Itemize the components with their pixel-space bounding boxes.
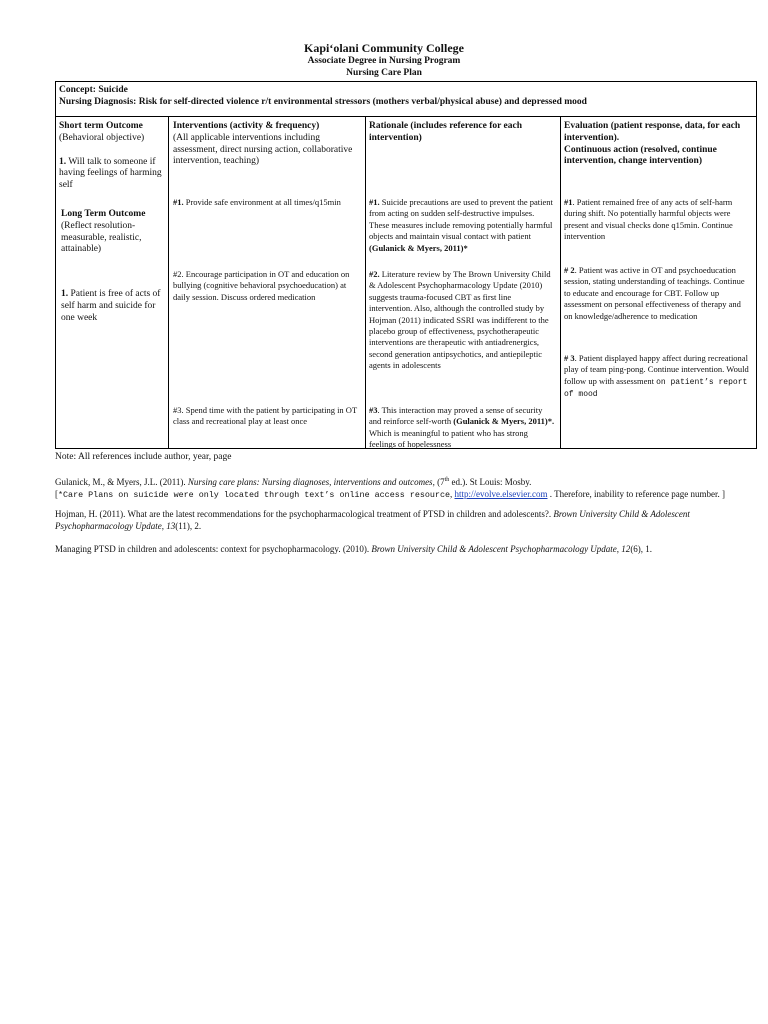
reference-2	[55, 508, 745, 532]
reference-publisher: ed.). St Louis: Mosby.	[451, 477, 532, 487]
evaluation-subheading: Continuous action (resolved, continue intervention, change intervention)	[564, 144, 717, 167]
rationale-item-3	[369, 405, 555, 451]
reference-3	[55, 543, 745, 555]
rationale-text: Literature review by The Brown University Child & Adolescent Psychopharmacology Update (2010) suggests trauma-focused CBT as first line intervention. Also, although the controlled study by Hojman (2011) indicated SSRI was indifferent to the placebo group of effectiveness, psychotherapeutic interventions are therapeutic with antiadrenergics, second generation antipsychotics, and antiepileptic agents in adolescents	[369, 269, 551, 371]
rationale-reference: (Gulanick & Myers, 2011)*.	[453, 416, 555, 427]
long-term-number: 1.	[61, 289, 69, 299]
interventions-subheading: (All applicable interventions including assessment, direct nursing action, collaborative intervention, teaching)	[173, 132, 353, 167]
evolve-link[interactable]: http://evolve.elsevier.com	[454, 489, 548, 499]
rationale-item-2	[369, 269, 555, 372]
reference-note-open: [	[55, 489, 58, 499]
short-term-outcome	[59, 121, 165, 192]
intervention-number: #1.	[173, 197, 184, 207]
rationale-text: Suicide precautions are used to prevent the patient from acting on sudden self-destructive impulses. These measures include removing potentially harmful objects and maintain visual contact with patient	[369, 197, 553, 242]
intervention-text: Provide safe environment at all times/q15min	[185, 197, 341, 207]
references-note: Note: All references include author, year, page	[55, 452, 232, 462]
evaluation-text: . Patient remained free of any acts of self-harm during shift. No potentially harmful objects were present and visual checks done q15min. Continue intervention	[564, 197, 733, 242]
college-title: Kapi‘olani Community College	[303, 41, 464, 55]
reference-issue: (11), 2.	[175, 521, 202, 531]
concept-box	[55, 81, 757, 117]
short-term-item	[59, 157, 165, 192]
reference-text: Hojman, H. (2011). What are the latest recommendations for the psychopharmacological treatment of PTSD in children and adolescents?.	[55, 509, 552, 519]
intervention-text: . Spend time with the patient by participating in OT class and recreational play at least once	[173, 405, 357, 427]
long-term-heading: Long Term Outcome	[61, 209, 146, 219]
reference-edition-sup: th	[444, 477, 450, 483]
long-term-subheading: (Reflect resolution-measurable, realistic, attainable)	[61, 220, 142, 255]
reference-journal: Brown University Child & Adolescent Psychopharmacology Update, 12	[371, 544, 631, 554]
reference-journal: Brown University Child & Adolescent Psychopharmacology Update, 13	[55, 509, 690, 531]
reference-author: Gulanick, M., & Myers, J.L. (2011).	[55, 477, 186, 487]
reference-1: Gulanick, M., & Myers, J.L. (2011). Nursing care plans: Nursing diagnoses, interventions and outcomes, (7th ed.). St Louis: Mosby. [*Care Plans on suicide were only located through text’s online access resource, http://evolve.elsevier.com . Therefore, inability to reference page number. ]	[55, 477, 726, 500]
long-term-text: Patient is free of acts of self harm and suicide for one week	[61, 289, 161, 323]
short-term-subheading: (Behavioral objective)	[59, 132, 145, 143]
rationale-text: . This interaction may proved a sense of security and reinforce self-worth	[369, 405, 543, 427]
reference-issue: (6), 1.	[630, 544, 653, 554]
intervention-number: #2	[173, 269, 182, 279]
intervention-text: . Encourage participation in OT and education on bullying (cognitive behavioral psychoeducation) at daily session. Discuss ordered medication	[173, 269, 350, 302]
diagnosis-line: Nursing Diagnosis: Risk for self-directed violence r/t environmental stressors (mothers verbal/physical abuse) and depressed mood	[59, 97, 587, 107]
evaluation-number: #1	[564, 197, 573, 207]
evaluation-number: # 2	[564, 265, 575, 275]
care-plan-table	[55, 117, 757, 449]
reference-note-text: *Care Plans on suicide were only located through text’s online access resource	[58, 490, 451, 500]
rationale-number: #2.	[369, 269, 380, 279]
evaluation-text: . Patient displayed happy affect during recreational play of team ping-pong. Continue intervention. Would follow up with assessment	[564, 353, 749, 386]
intervention-item-2	[173, 269, 353, 303]
concept-line: Concept: Suicide	[59, 85, 128, 95]
column-divider	[168, 117, 169, 448]
reference-edition: (7	[437, 477, 445, 487]
evaluation-text: . Patient was active in OT and psychoeducation session, stating understanding of teachings. Continue to educate and encourage for CBT. Follow up assessment on personal effectiveness of therapy and on knowledge/adherence to medication	[564, 265, 745, 321]
short-term-number: 1.	[59, 156, 67, 167]
reference-title: Nursing care plans: Nursing diagnoses, interventions and outcomes,	[187, 477, 435, 487]
plan-title: Nursing Care Plan	[346, 68, 422, 78]
intervention-item-1	[173, 197, 353, 208]
evaluation-item-1	[564, 197, 750, 243]
rationale-number: #3	[369, 405, 378, 415]
rationale-item-1	[369, 197, 555, 254]
column-divider	[560, 117, 561, 448]
evaluation-number: # 3	[564, 353, 575, 363]
reference-note-close: . Therefore, inability to reference page number. ]	[549, 489, 726, 499]
long-term-item	[61, 289, 165, 324]
reference-text: Managing PTSD in children and adolescents: context for psychopharmacology. (2010).	[55, 544, 370, 554]
rationale-number: #1.	[369, 197, 380, 207]
evaluation-item-2	[564, 265, 750, 322]
long-term-outcome	[61, 209, 165, 256]
evaluation-heading: Evaluation (patient response, data, for each intervention).	[564, 121, 741, 143]
rationale-reference: (Gulanick & Myers, 2011)*	[369, 242, 468, 253]
intervention-item-3	[173, 405, 361, 428]
short-term-heading: Short term Outcome	[59, 121, 143, 131]
rationale-tail: Which is meaningful to patient who has strong feelings of hopelessness	[369, 427, 528, 450]
evaluation-heading-block	[564, 121, 754, 168]
rationale-heading: Rationale (includes reference for each intervention)	[369, 121, 523, 143]
interventions-heading: Interventions (activity & frequency)	[173, 121, 320, 131]
column-divider	[365, 117, 366, 448]
evaluation-item-3	[564, 353, 754, 401]
short-term-text: Will talk to someone if having feelings of harming self	[59, 156, 162, 191]
evaluation-tail: on patient’s report of mood	[564, 377, 748, 400]
program-title: Associate Degree in Nursing Program	[307, 56, 461, 66]
intervention-number: #3	[173, 405, 182, 415]
